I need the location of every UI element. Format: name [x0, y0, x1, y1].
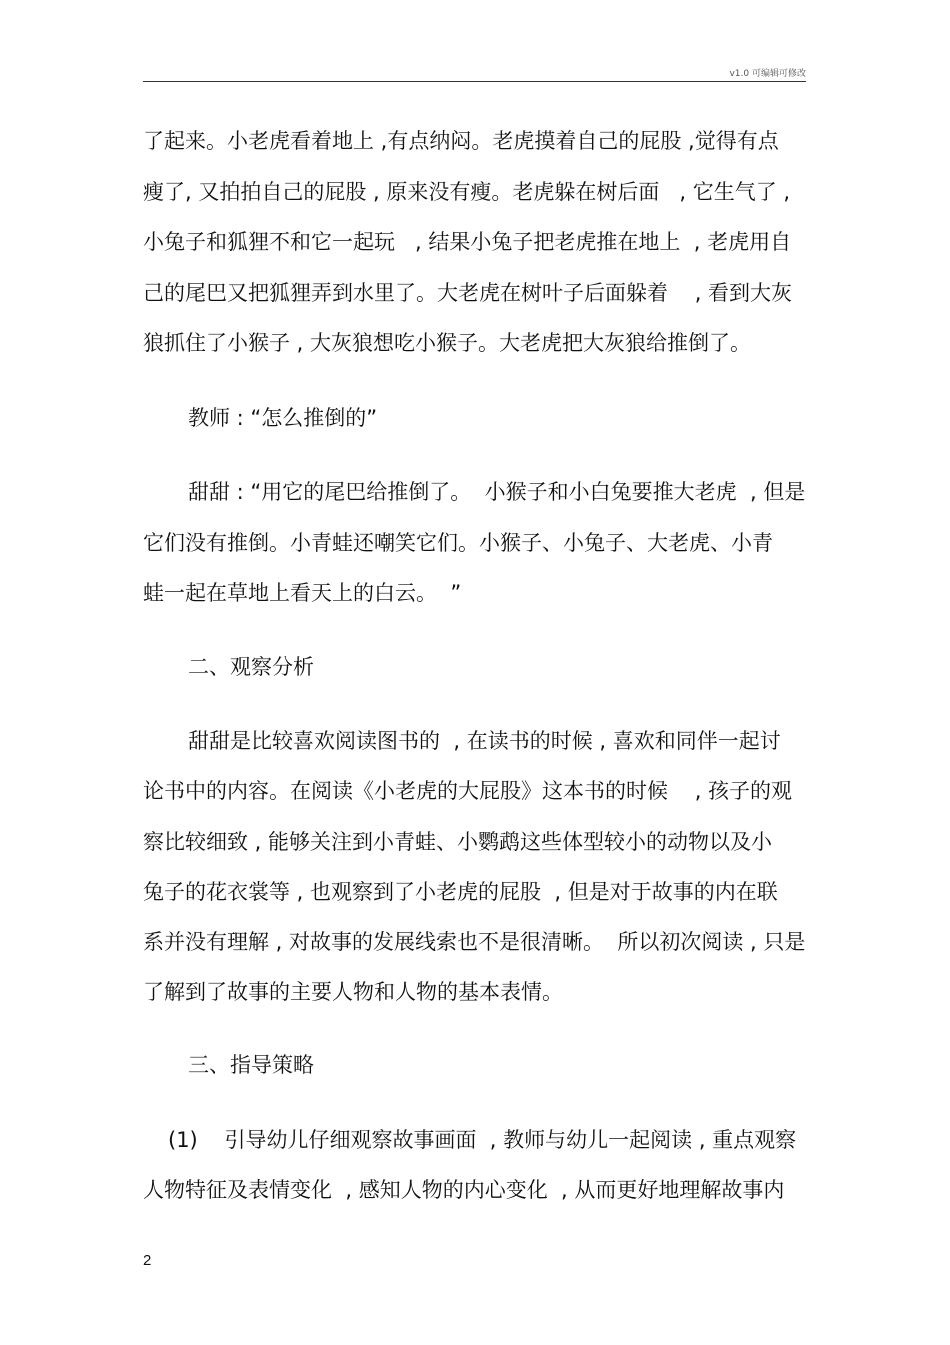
body-line: 系并没有理解 , 对故事的发展线索也不是很清晰。 所以初次阅读 , 只是: [143, 930, 806, 954]
version-note: v1.0 可编辑可修改: [729, 69, 806, 79]
body-line: 小兔子和狐狸不和它一起玩 , 结果小兔子把老虎推在地上 , 老虎用自: [143, 230, 792, 254]
body-line: 己的尾巴又把狐狸弄到水里了。大老虎在树叶子后面躲着 , 看到大灰: [143, 281, 793, 305]
body-line: 狼抓住了小猴子 , 大灰狼想吃小猴子。大老虎把大灰狼给推倒了。: [143, 331, 752, 355]
body-line: 甜甜是比较喜欢阅读图书的 , 在读书的时候 , 喜欢和同伴一起讨: [188, 729, 781, 753]
body-line: 蛙一起在草地上看天上的白云。 ”: [143, 581, 462, 605]
body-line: 瘦了, 又拍拍自己的屁股 , 原来没有瘦。老虎躲在树后面 , 它生气了 ,: [143, 180, 791, 204]
dialogue-line: 教师 : “怎么推倒的”: [188, 406, 378, 430]
section-heading: 三、指导策略: [188, 1053, 314, 1077]
dialogue-line: 甜甜 : “用它的尾巴给推倒了。 小猴子和小白兔要推大老虎 , 但是: [188, 480, 806, 504]
body-line: 兔子的花衣裳等 , 也观察到了小老虎的屁股 , 但是对于故事的内在联: [143, 880, 778, 904]
body-line: 人物特征及表情变化 , 感知人物的内心变化 , 从而更好地理解故事内: [143, 1178, 785, 1202]
section-heading: 二、观察分析: [188, 655, 314, 679]
list-item-line: (1) 引导幼儿仔细观察故事画面 , 教师与幼儿一起阅读 , 重点观察: [168, 1128, 797, 1152]
body-line: 了解到了故事的主要人物和人物的基本表情。: [143, 980, 563, 1004]
body-line: 察比较细致 , 能够关注到小青蛙、小鹦鹉这些体型较小的动物以及小: [143, 830, 773, 854]
body-line: 论书中的内容。在阅读《小老虎的大屁股》这本书的时候 , 孩子的观: [143, 779, 793, 803]
page-header: [143, 66, 806, 80]
header-divider: [143, 81, 806, 82]
page-number: 2: [143, 1252, 152, 1269]
body-line: 它们没有推倒。小青蛙还嘲笑它们。小猴子、小兔子、大老虎、小青: [143, 531, 773, 555]
body-line: 了起来。小老虎看着地上 ,有点纳闷。老虎摸着自己的屁股 ,觉得有点: [143, 129, 779, 153]
